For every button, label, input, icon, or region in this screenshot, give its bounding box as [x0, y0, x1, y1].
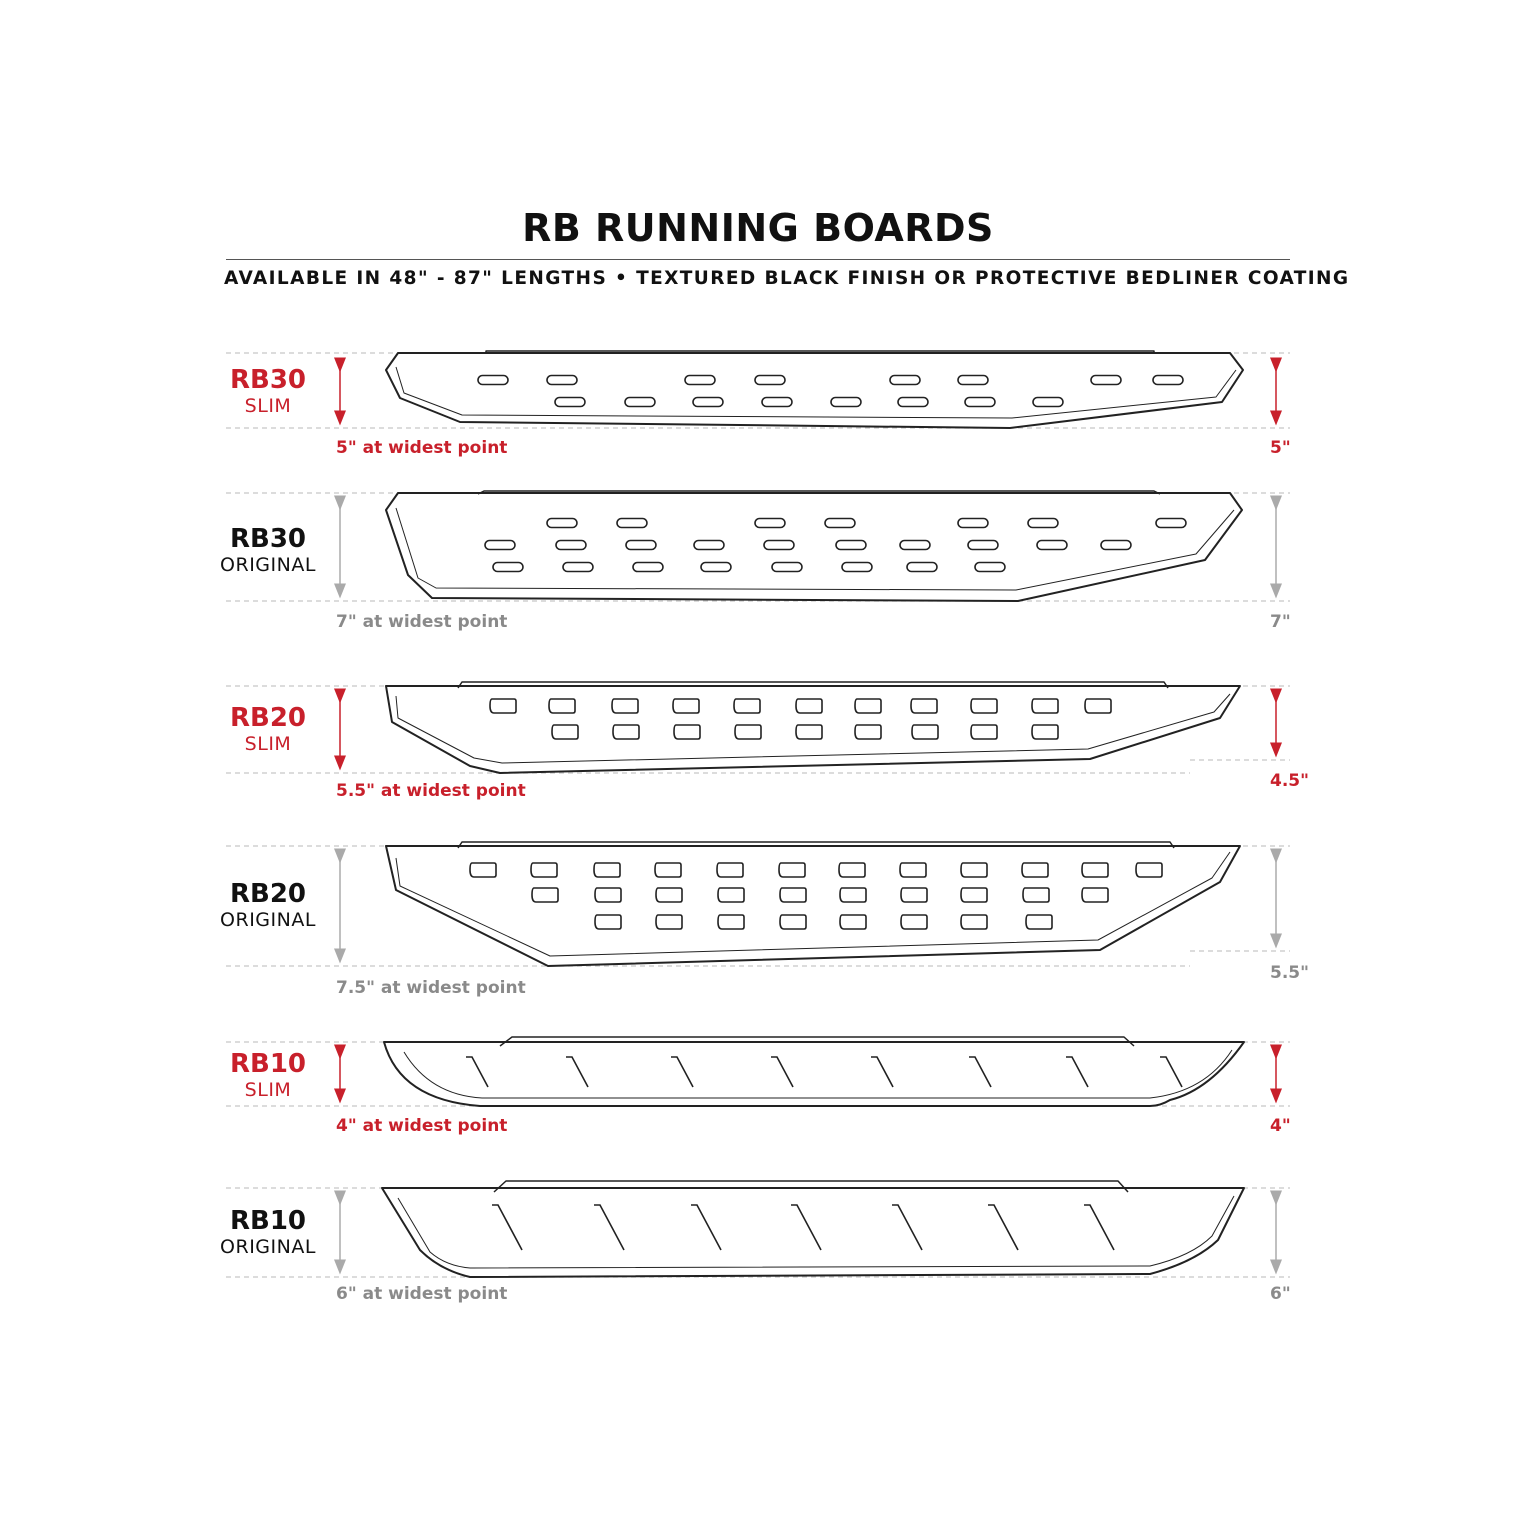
- d-cutout: [1082, 888, 1108, 902]
- right-width-label: 4": [1270, 1116, 1291, 1136]
- board-rb30-slim: [386, 351, 1243, 428]
- page-subtitle: AVAILABLE IN 48" - 87" LENGTHS • TEXTURED BLACK FINISH OR PROTECTIVE BEDLINER COATING: [224, 268, 1350, 289]
- d-cutout: [531, 863, 557, 877]
- d-cutout: [1023, 888, 1049, 902]
- slot-cutout: [685, 376, 715, 385]
- d-cutout: [613, 725, 639, 739]
- slot-cutout: [701, 563, 731, 572]
- slot-cutout: [493, 563, 523, 572]
- slot-cutout: [485, 541, 515, 550]
- slash-cutout: [466, 1057, 488, 1087]
- slash-cutout: [1066, 1057, 1088, 1087]
- slot-cutout: [755, 519, 785, 528]
- slot-cutout: [1101, 541, 1131, 550]
- d-cutout: [840, 888, 866, 902]
- d-cutout: [780, 888, 806, 902]
- slot-cutout: [975, 563, 1005, 572]
- slash-cutout: [1084, 1205, 1114, 1250]
- slot-cutout: [547, 376, 577, 385]
- d-cutout: [1085, 699, 1111, 713]
- slot-cutout: [965, 398, 995, 407]
- slash-cutout: [1160, 1057, 1182, 1087]
- board-name: RB30: [229, 524, 307, 554]
- d-cutout: [971, 699, 997, 713]
- cutouts-rb20-original: [470, 863, 1162, 929]
- d-cutout: [655, 863, 681, 877]
- d-cutout: [911, 699, 937, 713]
- d-cutout: [552, 725, 578, 739]
- right-width-label: 5": [1270, 438, 1291, 458]
- slot-cutout: [836, 541, 866, 550]
- slot-cutout: [958, 519, 988, 528]
- d-cutout: [961, 863, 987, 877]
- slot-cutout: [693, 398, 723, 407]
- d-cutout: [855, 699, 881, 713]
- d-cutout: [612, 699, 638, 713]
- slot-cutout: [755, 376, 785, 385]
- slot-cutout: [831, 398, 861, 407]
- cutouts-rb10-slim: [466, 1057, 1182, 1087]
- board-name: RB20: [229, 879, 307, 909]
- slash-cutout: [691, 1205, 721, 1250]
- d-cutout: [961, 915, 987, 929]
- slot-cutout: [1091, 376, 1121, 385]
- slash-cutout: [671, 1057, 693, 1087]
- d-cutout: [674, 725, 700, 739]
- slot-cutout: [547, 519, 577, 528]
- slash-cutout: [771, 1057, 793, 1087]
- d-cutout: [549, 699, 575, 713]
- d-cutout: [840, 915, 866, 929]
- slot-cutout: [1028, 519, 1058, 528]
- board-name: RB30: [229, 365, 307, 395]
- d-cutout: [901, 915, 927, 929]
- board-variant: ORIGINAL: [220, 554, 316, 576]
- slot-cutout: [825, 519, 855, 528]
- d-cutout: [1136, 863, 1162, 877]
- d-cutout: [1032, 725, 1058, 739]
- width-label: 7.5" at widest point: [336, 978, 526, 998]
- slot-cutout: [958, 376, 988, 385]
- cutouts-rb30-original: [485, 519, 1186, 572]
- d-cutout: [532, 888, 558, 902]
- d-cutout: [673, 699, 699, 713]
- slash-cutout: [566, 1057, 588, 1087]
- board-variant: ORIGINAL: [220, 909, 316, 931]
- d-cutout: [470, 863, 496, 877]
- board-rb20-slim: [386, 682, 1240, 773]
- slash-cutout: [492, 1205, 522, 1250]
- slot-cutout: [617, 519, 647, 528]
- d-cutout: [594, 863, 620, 877]
- slot-cutout: [563, 563, 593, 572]
- right-width-label: 5.5": [1270, 963, 1309, 983]
- right-width-label: 4.5": [1270, 771, 1309, 791]
- d-cutout: [780, 915, 806, 929]
- d-cutout: [1026, 915, 1052, 929]
- slot-cutout: [764, 541, 794, 550]
- slot-cutout: [772, 563, 802, 572]
- slot-cutout: [968, 541, 998, 550]
- slash-cutout: [871, 1057, 893, 1087]
- slot-cutout: [694, 541, 724, 550]
- d-cutout: [656, 888, 682, 902]
- d-cutout: [961, 888, 987, 902]
- d-cutout: [1032, 699, 1058, 713]
- cutouts-rb20-slim: [490, 699, 1111, 739]
- d-cutout: [912, 725, 938, 739]
- slash-cutout: [969, 1057, 991, 1087]
- d-cutout: [656, 915, 682, 929]
- width-label: 5" at widest point: [336, 438, 508, 458]
- slot-cutout: [1156, 519, 1186, 528]
- d-cutout: [734, 699, 760, 713]
- d-cutout: [595, 888, 621, 902]
- board-name: RB10: [229, 1049, 307, 1079]
- d-cutout: [718, 915, 744, 929]
- slot-cutout: [633, 563, 663, 572]
- d-cutout: [796, 725, 822, 739]
- d-cutout: [718, 888, 744, 902]
- d-cutout: [796, 699, 822, 713]
- slot-cutout: [907, 563, 937, 572]
- board-variant: ORIGINAL: [220, 1236, 316, 1258]
- dimension-arrows: [340, 365, 1276, 1267]
- board-variant: SLIM: [244, 1079, 292, 1101]
- slash-cutout: [594, 1205, 624, 1250]
- d-cutout: [900, 863, 926, 877]
- width-label: 4" at widest point: [336, 1116, 508, 1136]
- slot-cutout: [890, 376, 920, 385]
- d-cutout: [839, 863, 865, 877]
- d-cutout: [1022, 863, 1048, 877]
- width-label: 7" at widest point: [336, 612, 508, 632]
- d-cutout: [779, 863, 805, 877]
- right-width-label: 6": [1270, 1284, 1291, 1304]
- d-cutout: [490, 699, 516, 713]
- slot-cutout: [478, 376, 508, 385]
- slot-cutout: [1037, 541, 1067, 550]
- d-cutout: [971, 725, 997, 739]
- slot-cutout: [900, 541, 930, 550]
- board-variant: SLIM: [244, 395, 292, 417]
- board-variant: SLIM: [244, 733, 292, 755]
- board-name: RB20: [229, 703, 307, 733]
- cutouts-rb10-original: [492, 1205, 1114, 1250]
- slash-cutout: [988, 1205, 1018, 1250]
- slot-cutout: [898, 398, 928, 407]
- slot-cutout: [555, 398, 585, 407]
- d-cutout: [595, 915, 621, 929]
- d-cutout: [1082, 863, 1108, 877]
- slot-cutout: [1033, 398, 1063, 407]
- slash-cutout: [791, 1205, 821, 1250]
- width-label: 6" at widest point: [336, 1284, 508, 1304]
- width-label: 5.5" at widest point: [336, 781, 526, 801]
- slot-cutout: [842, 563, 872, 572]
- slot-cutout: [625, 398, 655, 407]
- board-rb10-slim: [384, 1037, 1244, 1106]
- cutouts-rb30-slim: [478, 376, 1183, 407]
- slash-cutout: [892, 1205, 922, 1250]
- slot-cutout: [626, 541, 656, 550]
- page-title: RB RUNNING BOARDS: [522, 206, 994, 250]
- slot-cutout: [762, 398, 792, 407]
- slot-cutout: [1153, 376, 1183, 385]
- d-cutout: [735, 725, 761, 739]
- board-name: RB10: [229, 1206, 307, 1236]
- board-rb20-original: [386, 842, 1240, 966]
- d-cutout: [855, 725, 881, 739]
- slot-cutout: [556, 541, 586, 550]
- d-cutout: [717, 863, 743, 877]
- d-cutout: [901, 888, 927, 902]
- right-width-label: 7": [1270, 612, 1291, 632]
